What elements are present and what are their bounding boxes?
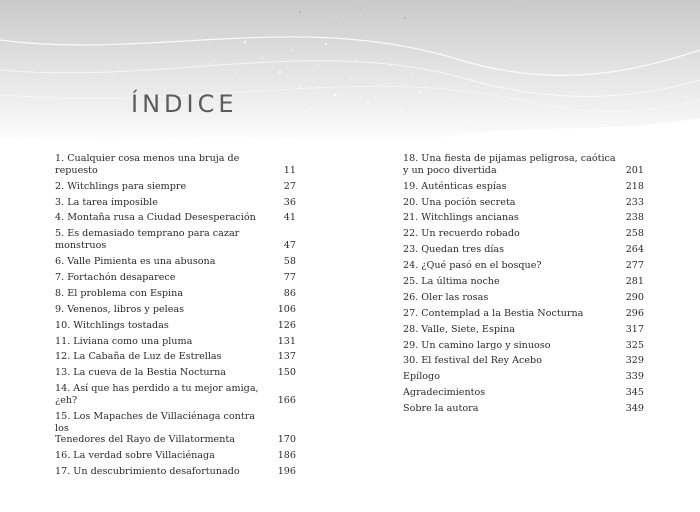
toc-entry xyxy=(403,308,644,320)
toc-entry xyxy=(55,304,296,316)
toc-entry xyxy=(403,244,644,256)
toc-entry xyxy=(55,450,296,462)
toc-entry xyxy=(403,212,644,224)
toc-entry xyxy=(55,320,296,332)
toc-entry-page: 258 xyxy=(625,228,644,240)
toc-entry xyxy=(55,288,296,300)
toc-entry xyxy=(403,153,644,177)
toc-entry-title: 25. La última noche xyxy=(403,276,500,288)
toc-entry-title: 3. La tarea imposible xyxy=(55,196,158,208)
toc-entry-title: 30. El festival del Rey Acebo xyxy=(403,355,542,367)
toc-entry-page: 150 xyxy=(277,367,296,379)
toc-entry-page: 11 xyxy=(283,164,296,176)
toc-right-column xyxy=(403,153,644,419)
toc-entry xyxy=(403,197,644,209)
toc-entry-page: 281 xyxy=(625,276,644,288)
toc-entry xyxy=(403,355,644,367)
toc-entry-page: 170 xyxy=(277,434,296,446)
toc-entry-page: 290 xyxy=(625,291,644,303)
toc-entry-title: 7. Fortachón desaparece xyxy=(55,271,176,283)
toc-entry xyxy=(403,340,644,352)
toc-entry-title: 11. Liviana como una pluma xyxy=(55,335,193,347)
toc-entry xyxy=(403,260,644,272)
toc-entry xyxy=(55,367,296,379)
toc-entry xyxy=(403,181,644,193)
toc-entry-title: 22. Un recuerdo robado xyxy=(403,228,520,240)
toc-entry xyxy=(55,153,296,177)
toc-entry-page: 86 xyxy=(283,287,296,299)
toc-entry xyxy=(55,411,296,446)
toc-entry-title: 28. Valle, Siete, Espina xyxy=(403,323,515,335)
toc-entry-page: 325 xyxy=(625,339,644,351)
toc-entry xyxy=(403,403,644,415)
toc-entry-title: 9. Venenos, libros y peleas xyxy=(55,303,185,315)
toc-entry-page: 264 xyxy=(625,244,644,256)
toc-entry-title: 16. La verdad sobre Villaciénaga xyxy=(55,450,215,462)
toc-entry-page: 131 xyxy=(277,335,296,347)
toc-entry xyxy=(55,197,296,209)
toc-entry xyxy=(55,272,296,284)
toc-entry-page: 339 xyxy=(625,371,644,383)
toc-entry-page: 345 xyxy=(625,387,644,399)
toc-entry-title: 8. El problema con Espina xyxy=(55,287,183,299)
toc-entry-title: Epílogo xyxy=(403,371,440,383)
toc-entry-title: 24. ¿Qué pasó en el bosque? xyxy=(403,260,542,272)
toc-entry-title: 18. Una fiesta de pijamas peligrosa, caótica y un poco divertida xyxy=(403,153,616,176)
toc-entry-title: 19. Auténticas espías xyxy=(403,180,507,192)
toc-entry-title: 10. Witchlings tostadas xyxy=(55,319,169,331)
toc-entry-title: 29. Un camino largo y sinuoso xyxy=(403,339,551,351)
toc-entry-page: 329 xyxy=(625,355,644,367)
toc-entry-title: 1. Cualquier cosa menos una bruja de repuesto xyxy=(55,153,240,176)
toc-entry-page: 233 xyxy=(625,196,644,208)
toc-entry-page: 106 xyxy=(277,303,296,315)
toc-entry-title: 15. Los Mapaches de Villaciénaga contra los Tenedores del Rayo de Villatormenta xyxy=(55,410,256,446)
header-watercolor-banner xyxy=(0,0,700,150)
toc-entry-title: 2. Witchlings para siempre xyxy=(55,180,187,192)
toc-entry xyxy=(55,351,296,363)
toc-entry-title: 14. Así que has perdido a tu mejor amiga, ¿eh? xyxy=(55,383,259,406)
toc-entry-title: 26. Oler las rosas xyxy=(403,291,489,303)
toc-entry-title: 5. Es demasiado temprano para cazar monstruos xyxy=(55,228,240,252)
toc-entry-page: 36 xyxy=(283,196,296,208)
toc-entry-title: 20. Una poción secreta xyxy=(403,196,516,208)
toc-entry-page: 218 xyxy=(625,180,644,192)
toc-entry-page: 77 xyxy=(283,271,296,283)
toc-entry-page: 201 xyxy=(625,164,644,176)
toc-entry xyxy=(403,324,644,336)
toc-entry-page: 317 xyxy=(625,323,644,335)
toc-entry-title: Sobre la autora xyxy=(403,403,479,415)
toc-entry-page: 58 xyxy=(283,256,296,268)
toc-entry-page: 186 xyxy=(277,450,296,462)
toc-entry-page: 27 xyxy=(283,180,296,192)
toc-entry-page: 238 xyxy=(625,212,644,224)
toc-entry-page: 137 xyxy=(277,351,296,363)
toc-entry-title: 21. Witchlings ancianas xyxy=(403,212,519,224)
toc-entry xyxy=(403,371,644,383)
toc-entry-title: 27. Contemplad a la Bestia Nocturna xyxy=(403,307,584,319)
toc-entry xyxy=(55,466,296,478)
toc-entry xyxy=(55,256,296,268)
toc-entry-title: 4. Montaña rusa a Ciudad Desesperación xyxy=(55,212,256,224)
toc-entry-page: 166 xyxy=(277,394,296,406)
toc-entry-page: 196 xyxy=(277,466,296,478)
toc-entry-title: 6. Valle Pimienta es una abusona xyxy=(55,256,216,268)
toc-left-column xyxy=(55,153,296,482)
toc-entry xyxy=(55,228,296,252)
toc-entry-title: 23. Quedan tres días xyxy=(403,244,505,256)
toc-entry-title: 12. La Cabaña de Luz de Estrellas xyxy=(55,351,222,363)
toc-entry xyxy=(403,276,644,288)
page-title: ÍNDICE xyxy=(131,90,238,118)
toc-entry-page: 296 xyxy=(625,307,644,319)
toc-entry-page: 41 xyxy=(283,212,296,224)
toc-entry-page: 47 xyxy=(283,240,296,252)
toc-entry xyxy=(403,387,644,399)
toc-entry-page: 277 xyxy=(625,260,644,272)
toc-entry-title: Agradecimientos xyxy=(403,387,486,399)
toc-entry-page: 126 xyxy=(277,319,296,331)
toc-entry xyxy=(55,383,296,407)
toc-entry xyxy=(55,212,296,224)
toc-entry xyxy=(55,336,296,348)
toc-entry-title: 13. La cueva de la Bestia Nocturna xyxy=(55,367,226,379)
toc-entry xyxy=(403,292,644,304)
toc-entry-page: 349 xyxy=(625,403,644,415)
toc-entry xyxy=(55,181,296,193)
toc-entry xyxy=(403,228,644,240)
toc-entry-title: 17. Un descubrimiento desafortunado xyxy=(55,466,240,478)
